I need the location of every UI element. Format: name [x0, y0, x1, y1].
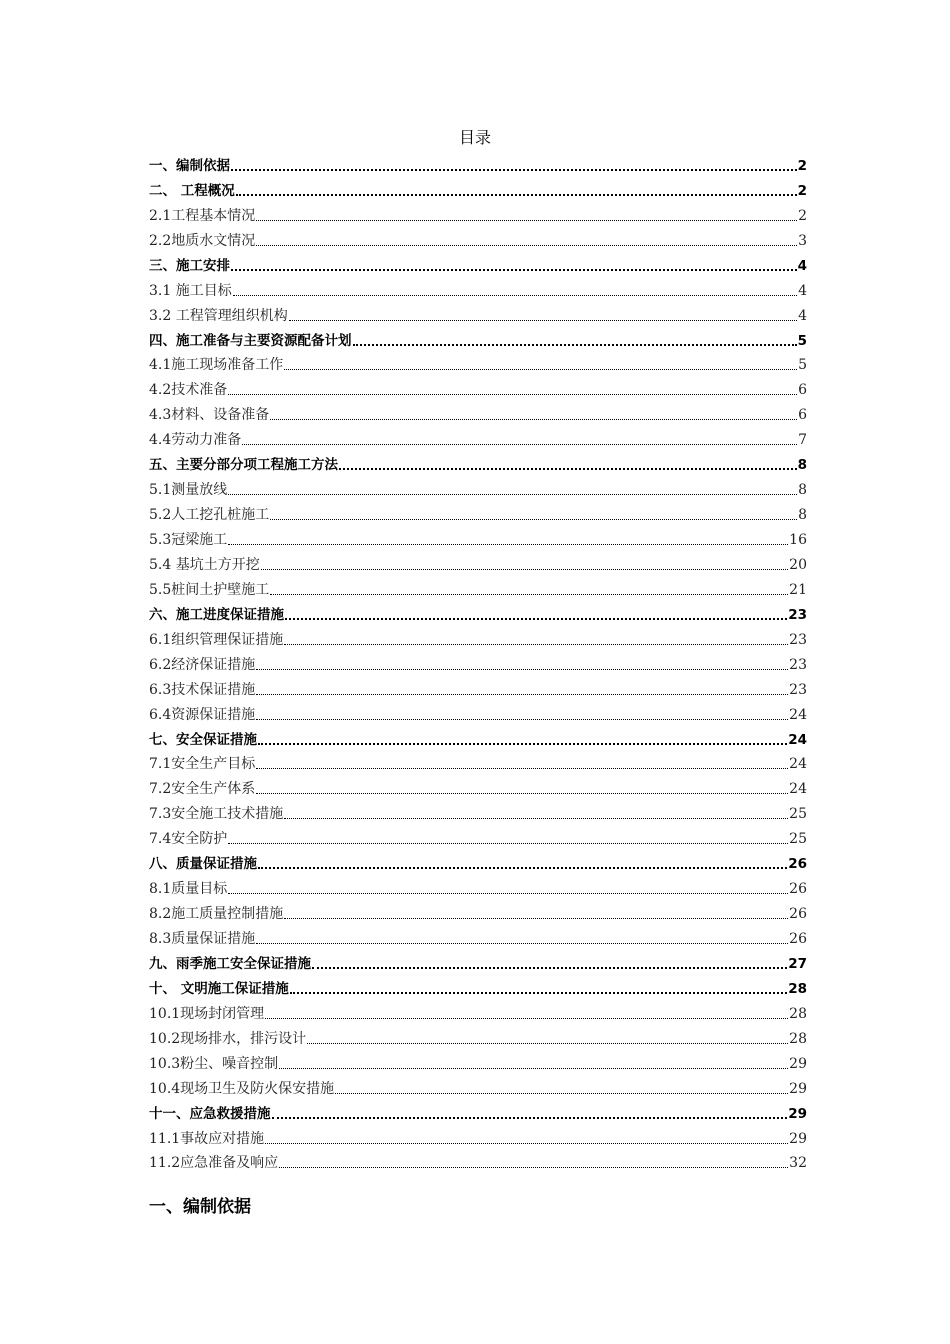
- toc-entry[interactable]: [149, 449, 807, 474]
- toc-entry-label: 5.3冠梁施工: [149, 532, 228, 548]
- toc-entry-label: 10.3粉尘、噪音控制: [149, 1055, 279, 1072]
- toc-entry-label: 5.4 基坑土方开挖: [149, 556, 260, 573]
- toc-entry-label: 七、安全保证措施: [149, 731, 257, 748]
- toc-leader-dots: [307, 1041, 788, 1044]
- toc-leader-dots: [256, 692, 788, 695]
- toc-entry-label: 3.1 施工目标: [149, 282, 232, 299]
- toc-entry-label: 九、雨季施工安全保证措施: [149, 955, 311, 972]
- toc-entry-label: 10.2现场排水，排污设计: [149, 1030, 307, 1047]
- toc-entry-label: 5.5桩间土护壁施工: [149, 581, 270, 598]
- toc-entry-page: 2: [798, 207, 807, 224]
- toc-entry-page: 6: [798, 382, 807, 399]
- toc-entry[interactable]: [149, 225, 807, 250]
- toc-entry-label: 7.3安全施工技术措施: [149, 806, 284, 823]
- toc-entry[interactable]: [149, 1098, 807, 1123]
- toc-entry-page: 4: [798, 282, 807, 299]
- toc-leader-dots: [270, 517, 797, 520]
- toc-entry[interactable]: [149, 923, 807, 948]
- toc-entry-page: 28: [788, 980, 807, 997]
- section-heading: 一、编制依据: [149, 1197, 251, 1217]
- toc-entry-label: 8.1质量目标: [149, 881, 228, 898]
- toc-entry-label: 2.1工程基本情况: [149, 207, 256, 224]
- toc-entry-page: 8: [798, 507, 807, 524]
- toc-entry-page: 26: [788, 856, 807, 873]
- toc-leader-dots: [265, 1141, 788, 1144]
- toc-entry-page: 29: [789, 1080, 807, 1097]
- toc-leader-dots: [256, 218, 797, 221]
- toc-entry-label: 四、施工准备与主要资源配备计划: [149, 332, 352, 349]
- toc-leader-dots: [339, 466, 797, 470]
- toc-entry-page: 16: [789, 532, 807, 548]
- toc-entry-label: 2.2地质水文情况: [149, 232, 256, 249]
- toc-entry-label: 4.1施工现场准备工作: [149, 357, 284, 374]
- toc-leader-dots: [233, 293, 797, 296]
- toc-entry[interactable]: [149, 798, 807, 823]
- toc-entry-page: 26: [789, 881, 807, 898]
- toc-leader-dots: [284, 916, 788, 919]
- toc-entry[interactable]: [149, 674, 807, 699]
- toc-entry-label: 十、 文明施工保证措施: [149, 980, 289, 997]
- toc-entry[interactable]: [149, 1048, 807, 1073]
- toc-entry-page: 24: [788, 731, 807, 748]
- toc-entry[interactable]: [149, 749, 807, 774]
- toc-entry-label: 5.2人工挖孔桩施工: [149, 507, 270, 524]
- toc-entry-label: 7.4安全防护: [149, 831, 228, 848]
- toc-entry-page: 2: [797, 182, 807, 199]
- toc-leader-dots: [228, 891, 788, 894]
- toc-entry[interactable]: [149, 424, 807, 449]
- toc-entry-page: 24: [789, 781, 807, 798]
- toc-leader-dots: [228, 392, 797, 395]
- toc-entry[interactable]: [149, 325, 807, 350]
- toc-entry-page: 5: [797, 332, 807, 349]
- toc-entry[interactable]: [149, 275, 807, 300]
- toc-leader-dots: [353, 342, 797, 346]
- toc-entry[interactable]: [149, 823, 807, 848]
- toc-title: 目录: [458, 128, 491, 147]
- toc-entry[interactable]: [149, 1148, 807, 1173]
- toc-leader-dots: [228, 492, 797, 495]
- toc-leader-dots: [284, 367, 797, 370]
- toc-leader-dots: [258, 741, 787, 745]
- toc-entry-page: 25: [789, 806, 807, 823]
- toc-leader-dots: [270, 592, 788, 595]
- toc-entry-page: 32: [789, 1155, 807, 1172]
- toc-entry[interactable]: [149, 150, 807, 175]
- toc-entry-label: 6.1组织管理保证措施: [149, 631, 284, 648]
- toc-leader-dots: [242, 442, 797, 445]
- toc-leader-dots: [265, 1016, 788, 1019]
- toc-leader-dots: [231, 267, 797, 271]
- toc-entry-label: 11.2应急准备及响应: [149, 1155, 279, 1172]
- toc-entry-page: 8: [797, 457, 807, 474]
- toc-entry-page: 28: [789, 1005, 807, 1022]
- toc-entry-label: 五、主要分部分项工程施工方法: [149, 457, 338, 474]
- toc-entry[interactable]: [149, 1073, 807, 1098]
- toc-entry-page: 2: [797, 157, 807, 174]
- toc-entry-label: 10.1现场封闭管理: [149, 1005, 265, 1022]
- toc-leader-dots: [256, 667, 788, 670]
- toc-entry-page: 7: [798, 432, 807, 449]
- toc-entry-label: 10.4现场卫生及防火保安措施: [149, 1080, 335, 1097]
- toc-leader-dots: [261, 567, 788, 570]
- toc-entry[interactable]: [149, 474, 807, 499]
- toc-entry[interactable]: [149, 948, 807, 973]
- toc-leader-dots: [270, 417, 797, 420]
- toc-entry-label: 5.1测量放线: [149, 482, 228, 499]
- toc-entry-page: 6: [798, 407, 807, 424]
- toc-entry-page: 23: [789, 656, 807, 673]
- toc-entry-label: 8.3质量保证措施: [149, 931, 256, 947]
- toc-entry-label: 3.2 工程管理组织机构: [149, 307, 288, 324]
- toc-entry-page: 29: [789, 1055, 807, 1072]
- toc-entry-page: 21: [789, 581, 807, 598]
- toc-entry[interactable]: [149, 724, 807, 749]
- toc-entry-page: 24: [789, 706, 807, 723]
- toc-leader-dots: [256, 243, 797, 246]
- toc-entry[interactable]: [149, 848, 807, 873]
- toc-entry-page: 23: [788, 606, 807, 623]
- toc-entry-label: 6.4资源保证措施: [149, 706, 256, 723]
- toc-entry-label: 三、施工安排: [149, 257, 230, 274]
- toc-entry[interactable]: [149, 998, 807, 1023]
- toc-entry-page: 26: [789, 906, 807, 923]
- toc-leader-dots: [228, 841, 788, 844]
- toc-leader-dots: [335, 1091, 788, 1094]
- toc-leader-dots: [272, 1115, 788, 1119]
- toc-entry-page: 4: [797, 257, 807, 274]
- toc-entry[interactable]: [149, 1123, 807, 1148]
- toc-entry-page: 23: [789, 681, 807, 698]
- toc-entry-label: 11.1事故应对措施: [149, 1130, 265, 1147]
- toc-entry[interactable]: [149, 300, 807, 325]
- toc-entry-page: 24: [789, 756, 807, 773]
- toc-entry-label: 六、施工进度保证措施: [149, 606, 284, 623]
- toc-entry-page: 23: [789, 631, 807, 648]
- toc-entry-label: 7.1安全生产目标: [149, 756, 256, 773]
- toc-leader-dots: [258, 865, 787, 869]
- toc-entry-label: 8.2施工质量控制措施: [149, 906, 284, 923]
- toc-entry[interactable]: [149, 973, 807, 998]
- toc-leader-dots: [290, 990, 788, 994]
- toc-entry-page: 8: [798, 482, 807, 499]
- toc-entry-label: 4.3材料、设备准备: [149, 407, 270, 424]
- toc-entry[interactable]: [149, 624, 807, 649]
- toc-entry-page: 29: [788, 1105, 807, 1122]
- toc-entry-label: 二、 工程概况: [149, 182, 235, 199]
- toc-leader-dots: [285, 616, 787, 620]
- toc-entry[interactable]: [149, 399, 807, 424]
- toc-entry[interactable]: [149, 175, 807, 200]
- toc-entry[interactable]: [149, 873, 807, 898]
- toc-entry-label: 7.2安全生产体系: [149, 781, 256, 798]
- toc-entry-label: 4.4劳动力准备: [149, 432, 242, 449]
- toc-entry-label: 八、质量保证措施: [149, 856, 257, 873]
- toc-entry[interactable]: [149, 1023, 807, 1048]
- toc-entry-page: 28: [789, 1030, 807, 1047]
- toc-entry-page: 3: [798, 232, 807, 249]
- toc-entry-label: 一、编制依据: [149, 157, 230, 174]
- toc-leader-dots: [279, 1165, 788, 1168]
- toc-entry[interactable]: [149, 599, 807, 624]
- toc-entry-label: 十一、应急救援措施: [149, 1105, 271, 1122]
- toc-leader-dots: [256, 941, 788, 944]
- toc-leader-dots: [228, 542, 788, 545]
- toc-entry-page: 20: [789, 556, 807, 573]
- toc-leader-dots: [256, 766, 788, 769]
- toc-entry-page: 27: [788, 955, 807, 972]
- toc-leader-dots: [256, 791, 788, 794]
- toc-leader-dots: [289, 318, 797, 321]
- toc-entry[interactable]: [149, 250, 807, 275]
- toc-entry[interactable]: [149, 350, 807, 375]
- toc-leader-dots: [256, 717, 788, 720]
- toc-entry-label: 4.2技术准备: [149, 382, 228, 399]
- toc-leader-dots: [236, 192, 797, 196]
- toc-entry-label: 6.3技术保证措施: [149, 681, 256, 698]
- toc-entry[interactable]: [149, 499, 807, 524]
- toc-leader-dots: [231, 167, 797, 171]
- toc-leader-dots: [284, 816, 788, 819]
- toc-entry[interactable]: [149, 773, 807, 798]
- table-of-contents: [149, 150, 807, 1172]
- toc-entry[interactable]: [149, 574, 807, 599]
- toc-entry[interactable]: [149, 549, 807, 574]
- toc-entry[interactable]: [149, 898, 807, 923]
- toc-leader-dots: [284, 642, 788, 645]
- toc-entry-page: 25: [789, 831, 807, 848]
- toc-entry-label: 6.2经济保证措施: [149, 656, 256, 673]
- toc-entry-page: 26: [789, 931, 807, 947]
- toc-entry[interactable]: [149, 524, 807, 549]
- toc-entry[interactable]: [149, 200, 807, 225]
- toc-leader-dots: [312, 965, 787, 969]
- toc-entry-page: 4: [798, 307, 807, 324]
- toc-leader-dots: [279, 1066, 788, 1069]
- toc-entry[interactable]: [149, 374, 807, 399]
- toc-entry-page: 5: [798, 357, 807, 374]
- toc-entry[interactable]: [149, 699, 807, 724]
- toc-entry[interactable]: [149, 649, 807, 674]
- toc-entry-page: 29: [789, 1130, 807, 1147]
